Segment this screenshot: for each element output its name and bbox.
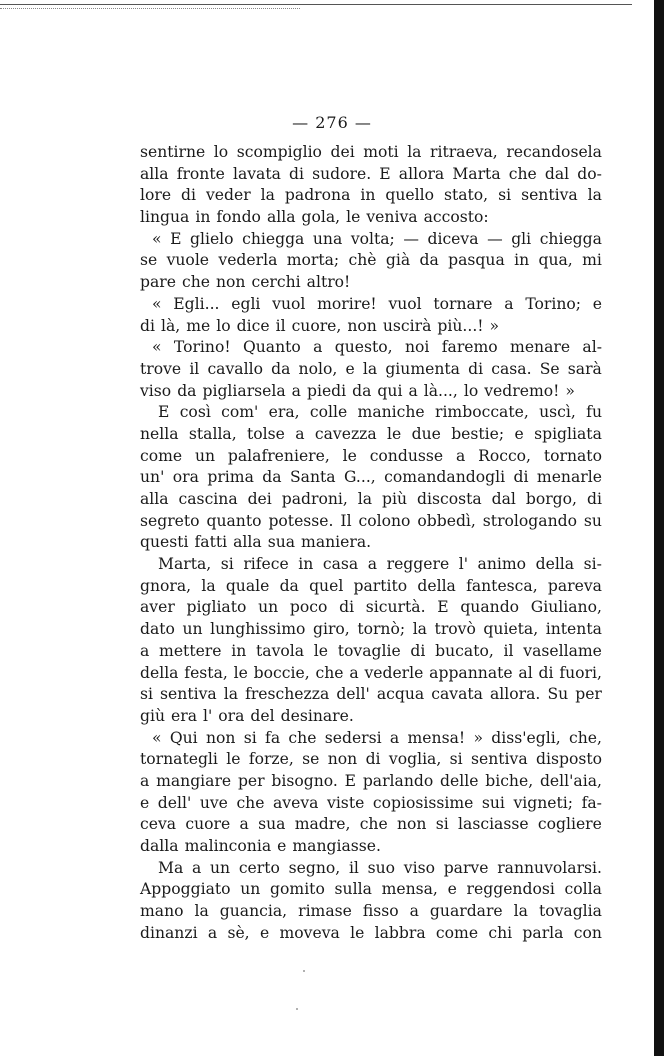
text-line: « Torino! Quanto a questo, noi faremo menare al- xyxy=(152,338,602,357)
paper-speck xyxy=(296,1008,298,1010)
top-border-dots xyxy=(0,8,300,9)
text-line: se vuole vederla morta; chè già da pasqua in qua, mi xyxy=(140,251,602,270)
top-border-line xyxy=(0,4,632,5)
text-line: dato un lunghissimo giro, tornò; la trovò quieta, intenta xyxy=(140,620,602,639)
text-line: sentirne lo scompiglio dei moti la ritraeva, recandosela xyxy=(140,143,602,161)
text-line: e dell' uve che aveva viste copiosissime sui vigneti; fa- xyxy=(140,793,602,812)
text-line: « E glielo chiegga una volta; — diceva — gli chiegga xyxy=(152,229,602,248)
text-line: aver pigliato un poco di sicurtà. E quando Giuliano, xyxy=(140,598,602,617)
paper-speck xyxy=(303,970,305,972)
text-line: mano la guancia, rimase fisso a guardare la tovaglia xyxy=(140,902,602,921)
text-line: Appoggiato un gomito sulla mensa, e reggendosi colla xyxy=(140,880,602,899)
text-line: Marta, si rifece in casa a reggere l' animo della si- xyxy=(158,555,602,574)
page-edge-shadow xyxy=(654,0,664,1056)
text-line: un' ora prima da Santa G..., comandandogli di menarle xyxy=(140,468,602,487)
text-line: a mettere in tavola le tovaglie di bucato, il vasellame xyxy=(140,641,602,660)
text-line: alla cascina dei padroni, la più discosta dal borgo, di xyxy=(140,490,602,508)
text-line: pare che non cerchi altro! xyxy=(140,273,351,292)
text-line: nella stalla, tolse a cavezza le due bestie; e spigliata xyxy=(140,424,602,443)
text-line: di là, me lo dice il cuore, non uscirà più...! » xyxy=(140,316,500,335)
text-line: « Qui non si fa che sedersi a mensa! » diss'egli, che, xyxy=(152,728,602,747)
text-line: tornategli le forze, se non di voglia, si sentiva disposto xyxy=(140,750,602,769)
text-line: lore di veder la padrona in quello stato, si sentiva la xyxy=(140,186,602,205)
text-line: come un palafreniere, le condusse a Rocco, tornato xyxy=(140,446,602,465)
text-line: della festa, le boccie, che a vederle appannate al di fuori, xyxy=(140,663,602,682)
text-line: si sentiva la freschezza dell' acqua cavata allora. Su per xyxy=(140,685,602,704)
text-line: dinanzi a sè, e moveva le labbra come chi parla con xyxy=(140,923,602,942)
text-line: questi fatti alla sua maniera. xyxy=(140,533,372,552)
text-line: Ma a un certo segno, il suo viso parve rannuvolarsi. xyxy=(158,858,602,877)
text-line: giù era l' ora del desinare. xyxy=(140,706,354,725)
text-line: E così com' era, colle maniche rimboccate, uscì, fu xyxy=(158,403,602,422)
body-text xyxy=(140,142,602,944)
text-line: gnora, la quale da quel partito della fantesca, pareva xyxy=(140,576,602,595)
text-line: lingua in fondo alla gola, le veniva accosto: xyxy=(140,208,489,227)
text-line: a mangiare per bisogno. E parlando delle biche, dell'aia, xyxy=(140,771,602,790)
text-line: « Egli... egli vuol morire! vuol tornare a Torino; e xyxy=(152,294,602,313)
text-line: dalla malinconia e mangiasse. xyxy=(140,837,381,855)
text-line: alla fronte lavata di sudore. E allora Marta che dal do- xyxy=(140,164,602,183)
text-line: viso da pigliarsela a piedi da qui a là..., lo vedremo! » xyxy=(140,381,575,400)
text-line: trove il cavallo da nolo, e la giumenta di casa. Se sarà xyxy=(140,359,602,378)
text-line: ceva cuore a sua madre, che non si lasciasse cogliere xyxy=(140,815,602,834)
text-line: segreto quanto potesse. Il colono obbedì, strologando su xyxy=(140,511,602,530)
page-number: — 276 — xyxy=(292,113,372,132)
